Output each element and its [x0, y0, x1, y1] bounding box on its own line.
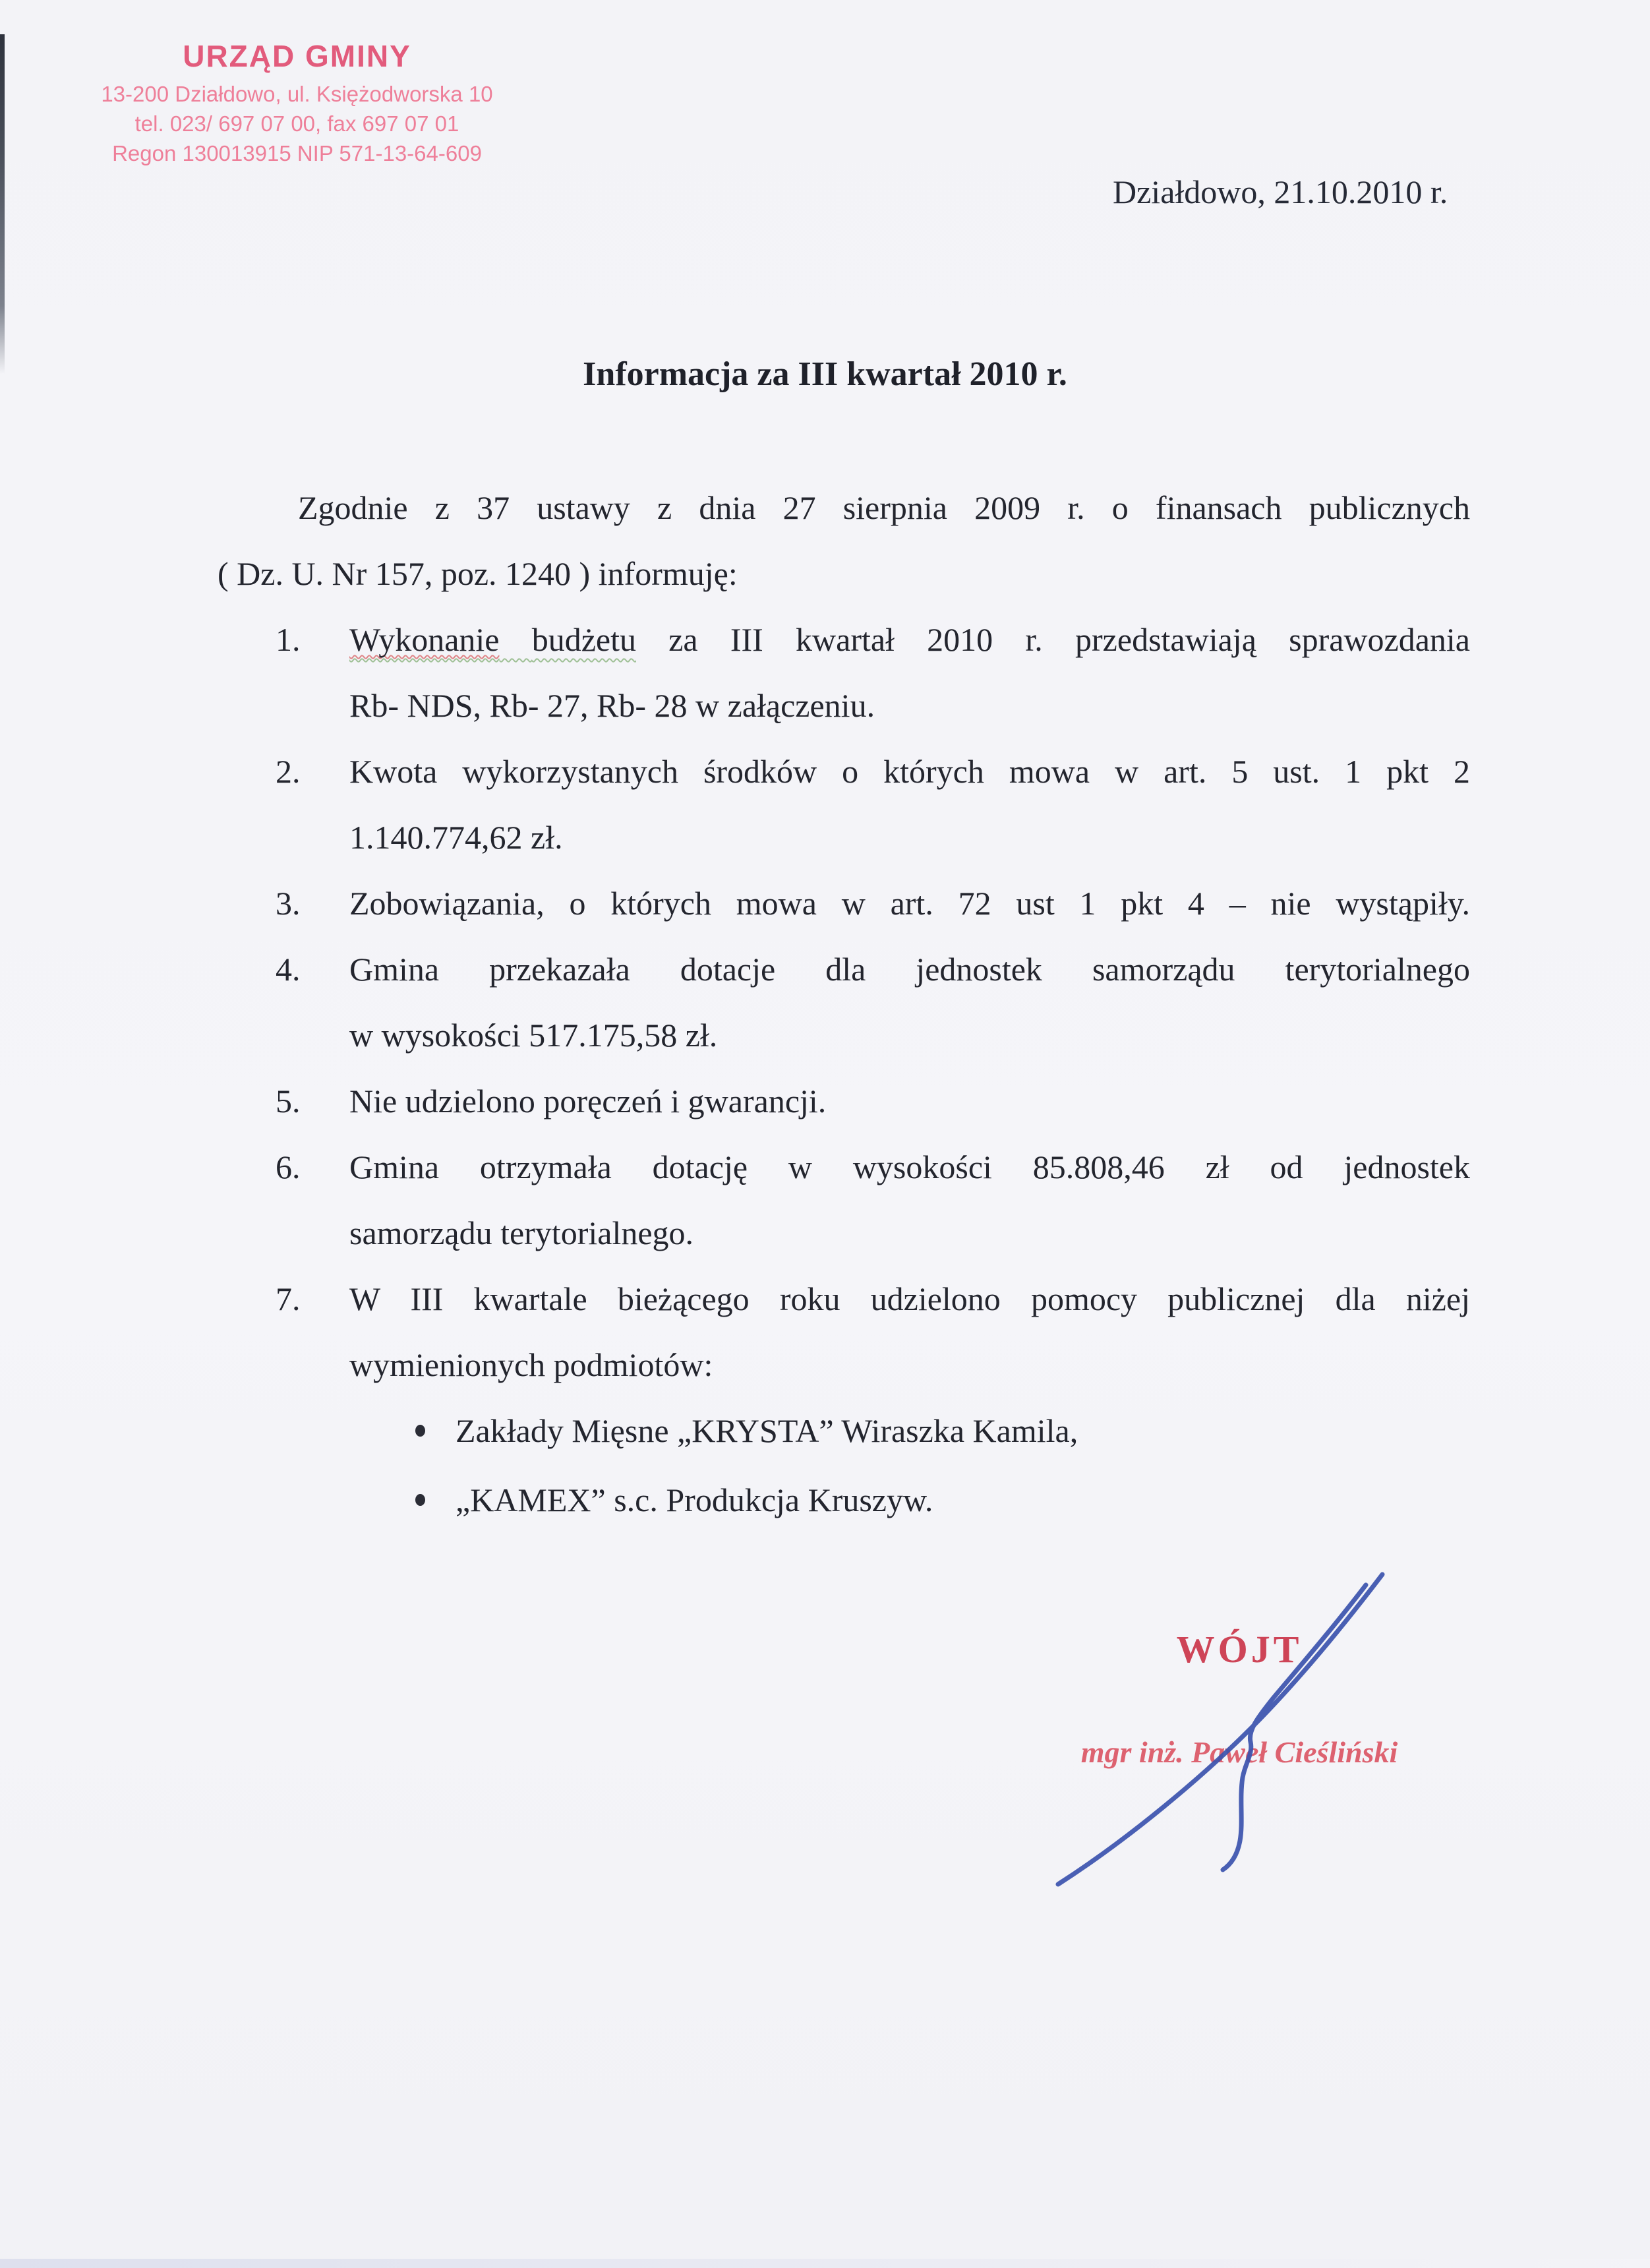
- list-item-line: Gmina otrzymała dotację w wysokości 85.808,46 zł od jednostek: [349, 1149, 1470, 1185]
- list-item-number: 2.: [276, 753, 301, 790]
- list-item-lines: [349, 738, 1470, 870]
- document-title: Informacja za III kwartał 2010 r.: [583, 355, 1067, 393]
- bullet-icon: [415, 1425, 425, 1437]
- list-item: [218, 870, 1470, 936]
- list-item-text: za III kwartał 2010 r. przedstawiają sprawozdania: [668, 621, 1470, 658]
- list-item-lines: [349, 607, 1470, 738]
- list-item-number: 5.: [276, 1083, 301, 1119]
- list-item-line: 1.140.774,62 zł.: [349, 819, 563, 856]
- list-item-line: Rb- NDS, Rb- 27, Rb- 28 w załączeniu.: [349, 687, 875, 724]
- list-item-line: Gmina przekazała dotacje dla jednostek samorządu terytorialnego: [349, 951, 1470, 988]
- intro-paragraph-line: Zgodnie z 37 ustawy z dnia 27 sierpnia 2009 r. o finansach publicznych: [298, 489, 1470, 526]
- signature-role-stamp: WÓJT: [1176, 1628, 1303, 1671]
- list-item: [218, 607, 1470, 738]
- list-item-lines: [349, 1134, 1470, 1266]
- list-item-line: Kwota wykorzystanych środków o których mowa w art. 5 ust. 1 pkt 2: [349, 753, 1470, 790]
- list-item-line: [349, 607, 1470, 672]
- list-item-lines: [349, 1266, 1470, 1398]
- bullet-item: [218, 1467, 1470, 1533]
- list-item-number: 6.: [276, 1149, 301, 1185]
- intro-paragraph-line: ( Dz. U. Nr 157, poz. 1240 ) informuję:: [218, 555, 738, 592]
- list-item-line: samorządu terytorialnego.: [349, 1214, 694, 1251]
- list-item-number: 3.: [276, 885, 301, 922]
- list-item-line: Nie udzielono poręczeń i gwarancji.: [349, 1083, 827, 1119]
- bullet-text: Zakłady Mięsne „KRYSTA” Wiraszka Kamila,: [456, 1412, 1078, 1449]
- list-item-number: 1.: [276, 621, 301, 658]
- list-item-text: budżetu: [531, 621, 636, 658]
- scan-edge-artifact-bottom: [0, 2259, 1650, 2268]
- list-item-lines: [349, 1068, 1470, 1134]
- list-item-line: Zobowiązania, o których mowa w art. 72 ust 1 pkt 4 – nie wystąpiły.: [349, 885, 1470, 922]
- list-item: [218, 738, 1470, 870]
- place-and-date: Działdowo, 21.10.2010 r.: [1113, 173, 1448, 210]
- list-item-line: wymienionych podmiotów:: [349, 1346, 713, 1383]
- spellcheck-underline: [349, 621, 636, 658]
- signature-name-stamp: mgr inż. Paweł Cieśliński: [1080, 1735, 1398, 1769]
- signature-block: [1055, 1627, 1424, 1770]
- list-item-text: Wykonanie: [349, 621, 500, 658]
- list-item: [218, 1068, 1470, 1134]
- list-item-number: 4.: [276, 951, 301, 988]
- document-body: [218, 475, 1470, 1533]
- list-item: [218, 1266, 1470, 1398]
- stamp-phone-fax: tel. 023/ 697 07 00, fax 697 07 01: [134, 111, 459, 136]
- bullet-item: [218, 1398, 1470, 1464]
- stamp-regon-nip: Regon 130013915 NIP 571-13-64-609: [112, 141, 482, 165]
- list-item-lines: [349, 936, 1470, 1068]
- list-item-line: W III kwartale bieżącego roku udzielono pomocy publicznej dla niżej: [349, 1280, 1470, 1317]
- list-item-lines: [349, 870, 1470, 936]
- office-address-stamp: [78, 38, 516, 168]
- list-item-number: 7.: [276, 1280, 301, 1317]
- list-item-line: w wysokości 517.175,58 zł.: [349, 1017, 718, 1054]
- bullet-text: „KAMEX” s.c. Produkcja Kruszyw.: [456, 1481, 933, 1518]
- stamp-address: 13-200 Działdowo, ul. Księżodworska 10: [101, 82, 493, 106]
- list-item: [218, 1134, 1470, 1266]
- scan-edge-artifact-left: [0, 34, 5, 374]
- bullet-icon: [415, 1494, 425, 1506]
- list-item: [218, 936, 1470, 1068]
- stamp-office-name: URZĄD GMINY: [183, 39, 411, 73]
